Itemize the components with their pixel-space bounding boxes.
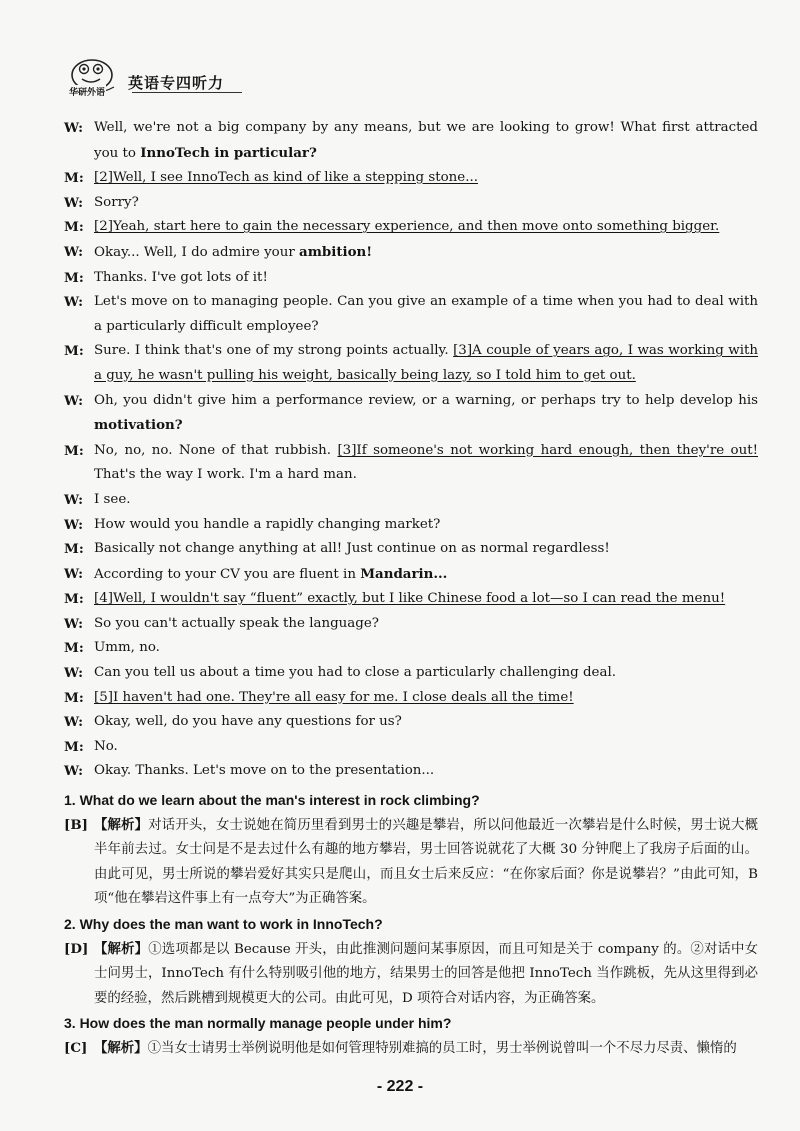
speaker-label: W: xyxy=(64,714,84,731)
dialogue-segment: I see. xyxy=(94,491,131,507)
question-text: 3. How does the man normally manage people under him? xyxy=(64,1015,452,1032)
speaker-label: W: xyxy=(64,665,84,682)
dialogue-text xyxy=(94,339,758,388)
dialogue-line xyxy=(64,215,758,240)
publisher-logo xyxy=(62,55,126,99)
dialogue-segment: How would you handle a rapidly changing market? xyxy=(94,516,441,532)
dialogue-line xyxy=(64,166,758,191)
dialogue-text xyxy=(94,562,758,588)
dialogue-text xyxy=(94,587,758,612)
dialogue-text xyxy=(94,710,758,735)
speaker-label: M: xyxy=(64,343,84,360)
speaker-label: M: xyxy=(64,689,84,706)
dialogue-text xyxy=(94,636,758,661)
dialogue-line xyxy=(64,389,758,439)
dialogue-segment: ambition! xyxy=(299,243,373,260)
dialogue-line xyxy=(64,612,758,637)
dialogue-line xyxy=(64,759,758,784)
dialogue-line xyxy=(64,686,758,711)
dialogue-line xyxy=(64,513,758,538)
analysis-tag: 【解析】 xyxy=(94,816,149,833)
answer-evidence: [5]I haven't had one. They're all easy for me. I close deals all the time! xyxy=(94,689,574,705)
dialogue-text xyxy=(94,513,758,538)
dialogue-line xyxy=(64,537,758,562)
dialogue-segment: Okay, well, do you have any questions for us? xyxy=(94,714,402,730)
speaker-label: M: xyxy=(64,170,84,187)
dialogue-segment: Okay... Well, I do admire your xyxy=(94,244,300,260)
explanation-text: ①选项都是以 Because 开头，由此推测问题问某事原因，而且可知是关于 company 的。②对话中女士问男士，InnoTech 有什么特别吸引他的地方，结果男士的回答是他把 InnoTech 当作跳板，先从这里得到必要的经验，然后跳槽到规模更大的公司。由此可见，D 项符合对话内容，为正确答案。 xyxy=(94,941,759,1006)
dialogue-line xyxy=(64,240,758,266)
explanation-text: 对话开头，女士说她在简历里看到男士的兴趣是攀岩，所以问他最近一次攀岩是什么时候，男士说大概半年前去过。女士问是不是去过什么有趣的地方攀岩，男士回答说就花了大概 30 分钟爬上了我房子后面的山。由此可见，男士所说的攀岩爱好其实只是爬山，而且女士后来反应：“在你家后面？你是说攀岩？”由此可知，B 项“他在攀岩这件事上有一点夸大”为正确答案。 xyxy=(94,817,758,907)
dialogue-segment: Mandarin... xyxy=(360,565,448,582)
dialogue-line xyxy=(64,587,758,612)
question-text: 2. Why does the man want to work in InnoTech? xyxy=(64,915,383,932)
answer-explanation xyxy=(64,937,758,1012)
question-text: 1. What do we learn about the man's interest in rock climbing? xyxy=(64,792,480,808)
answer-letter: [C] xyxy=(64,1039,88,1056)
dialogue-text xyxy=(94,488,758,513)
dialogue-line xyxy=(64,290,758,339)
dialogue-segment: Let's move on to managing people. Can you give an example of a time when you had to deal with a particularly difficult employee? xyxy=(94,294,758,334)
page-number: - 222 - xyxy=(376,1078,424,1095)
dialogue-text xyxy=(94,215,758,240)
dialogue-line xyxy=(64,339,758,388)
dialogue-text xyxy=(94,389,758,439)
dialogue-segment: No. xyxy=(94,738,118,754)
dialogue-text xyxy=(94,759,758,784)
speaker-label: M: xyxy=(64,442,84,459)
dialogue-segment: Umm, no. xyxy=(94,640,160,656)
dialogue-text xyxy=(94,240,758,266)
answer-evidence: [2]Yeah, start here to gain the necessary experience, and then move onto something bigger. xyxy=(94,219,720,235)
dialogue-segment: InnoTech in particular? xyxy=(140,144,317,161)
speaker-label: W: xyxy=(64,194,84,211)
header-divider xyxy=(132,92,242,93)
dialogue-line xyxy=(64,439,758,488)
dialogue-text xyxy=(94,661,758,686)
dialogue-line xyxy=(64,488,758,513)
speaker-label: W: xyxy=(64,763,84,780)
explanation-text: ①当女士请男士举例说明他是如何管理特别难搞的员工时，男士举例说曾叫一个不尽力尽责、懒惰的 xyxy=(147,1040,737,1056)
speaker-label: M: xyxy=(64,640,84,657)
speaker-label: W: xyxy=(64,294,84,311)
dialogue-line xyxy=(64,735,758,760)
dialogue-segment: Sorry? xyxy=(94,194,139,210)
logo-text: 华研外语 xyxy=(68,85,106,98)
dialogue-segment: Well, we're not a big company by any means, but we are looking to grow! What first attracted you to xyxy=(94,120,758,161)
dialogue-text xyxy=(94,290,758,339)
answer-evidence: [3]If someone's not working hard enough, then they're out! xyxy=(337,442,758,458)
page-header xyxy=(62,54,224,100)
speaker-label: W: xyxy=(64,243,84,260)
dialogue-segment: Sure. I think that's one of my strong points actually. xyxy=(94,343,454,359)
dialogue-text xyxy=(94,735,758,760)
dialogue-line xyxy=(64,562,758,588)
speaker-label: M: xyxy=(64,269,84,286)
answer-letter: [B] xyxy=(64,816,88,833)
speaker-label: W: xyxy=(64,615,84,632)
answer-evidence: [4]Well, I wouldn't say “fluent” exactly, but I like Chinese food a lot—so I can read the menu! xyxy=(94,591,726,607)
speaker-label: M: xyxy=(64,219,84,236)
speaker-label: W: xyxy=(64,392,84,409)
answer-letter: [D] xyxy=(64,940,89,957)
answer-key xyxy=(64,788,758,1062)
answer-explanation xyxy=(64,1036,758,1062)
dialogue-text xyxy=(94,191,758,216)
dialogue-text xyxy=(94,116,758,166)
speaker-label: W: xyxy=(64,516,84,533)
dialogue-segment: Can you tell us about a time you had to close a particularly challenging deal. xyxy=(94,665,616,681)
speaker-label: M: xyxy=(64,541,84,558)
dialogue-segment: No, no, no. None of that rubbish. xyxy=(94,442,338,458)
dialogue-line xyxy=(64,116,758,166)
book-title: 英语专四听力 xyxy=(128,73,225,92)
speaker-label: M: xyxy=(64,738,84,755)
dialogue-segment: Oh, you didn't give him a performance review, or a warning, or perhaps try to help develop his xyxy=(94,392,758,408)
answer-evidence: [2]Well, I see InnoTech as kind of like a stepping stone... xyxy=(94,170,478,186)
dialogue-segment: That's the way I work. I'm a hard man. xyxy=(94,467,357,483)
dialogue-text xyxy=(94,439,758,488)
dialogue-segment: Okay. Thanks. Let's move on to the presentation... xyxy=(94,763,435,779)
dialogue-line xyxy=(64,636,758,661)
dialogue-segment: According to your CV you are fluent in xyxy=(94,566,361,582)
dialogue-text xyxy=(94,537,758,562)
dialogue-text xyxy=(94,166,758,191)
dialogue-segment: Thanks. I've got lots of it! xyxy=(94,269,268,285)
dialogue-line xyxy=(64,661,758,686)
answer-explanation xyxy=(64,813,758,912)
speaker-label: W: xyxy=(64,565,84,582)
dialogue-text xyxy=(94,686,758,711)
speaker-label: W: xyxy=(64,491,84,508)
transcript xyxy=(64,116,758,784)
dialogue-text xyxy=(94,612,758,637)
dialogue-line xyxy=(64,266,758,291)
dialogue-segment: motivation? xyxy=(94,417,183,434)
dialogue-text xyxy=(94,266,758,291)
speaker-label: M: xyxy=(64,591,84,608)
dialogue-segment: Basically not change anything at all! Just continue on as normal regardless! xyxy=(94,541,610,557)
dialogue-line xyxy=(64,710,758,735)
answer-evidence: [3]A couple of years ago, I was working with a guy, he wasn't pulling his weight, basically being lazy, so I told him to get out. xyxy=(94,343,759,383)
analysis-tag: 【解析】 xyxy=(94,940,149,957)
speaker-label: W: xyxy=(64,120,84,136)
dialogue-segment: So you can't actually speak the language? xyxy=(94,615,379,631)
analysis-tag: 【解析】 xyxy=(94,1039,148,1056)
dialogue-line xyxy=(64,191,758,216)
